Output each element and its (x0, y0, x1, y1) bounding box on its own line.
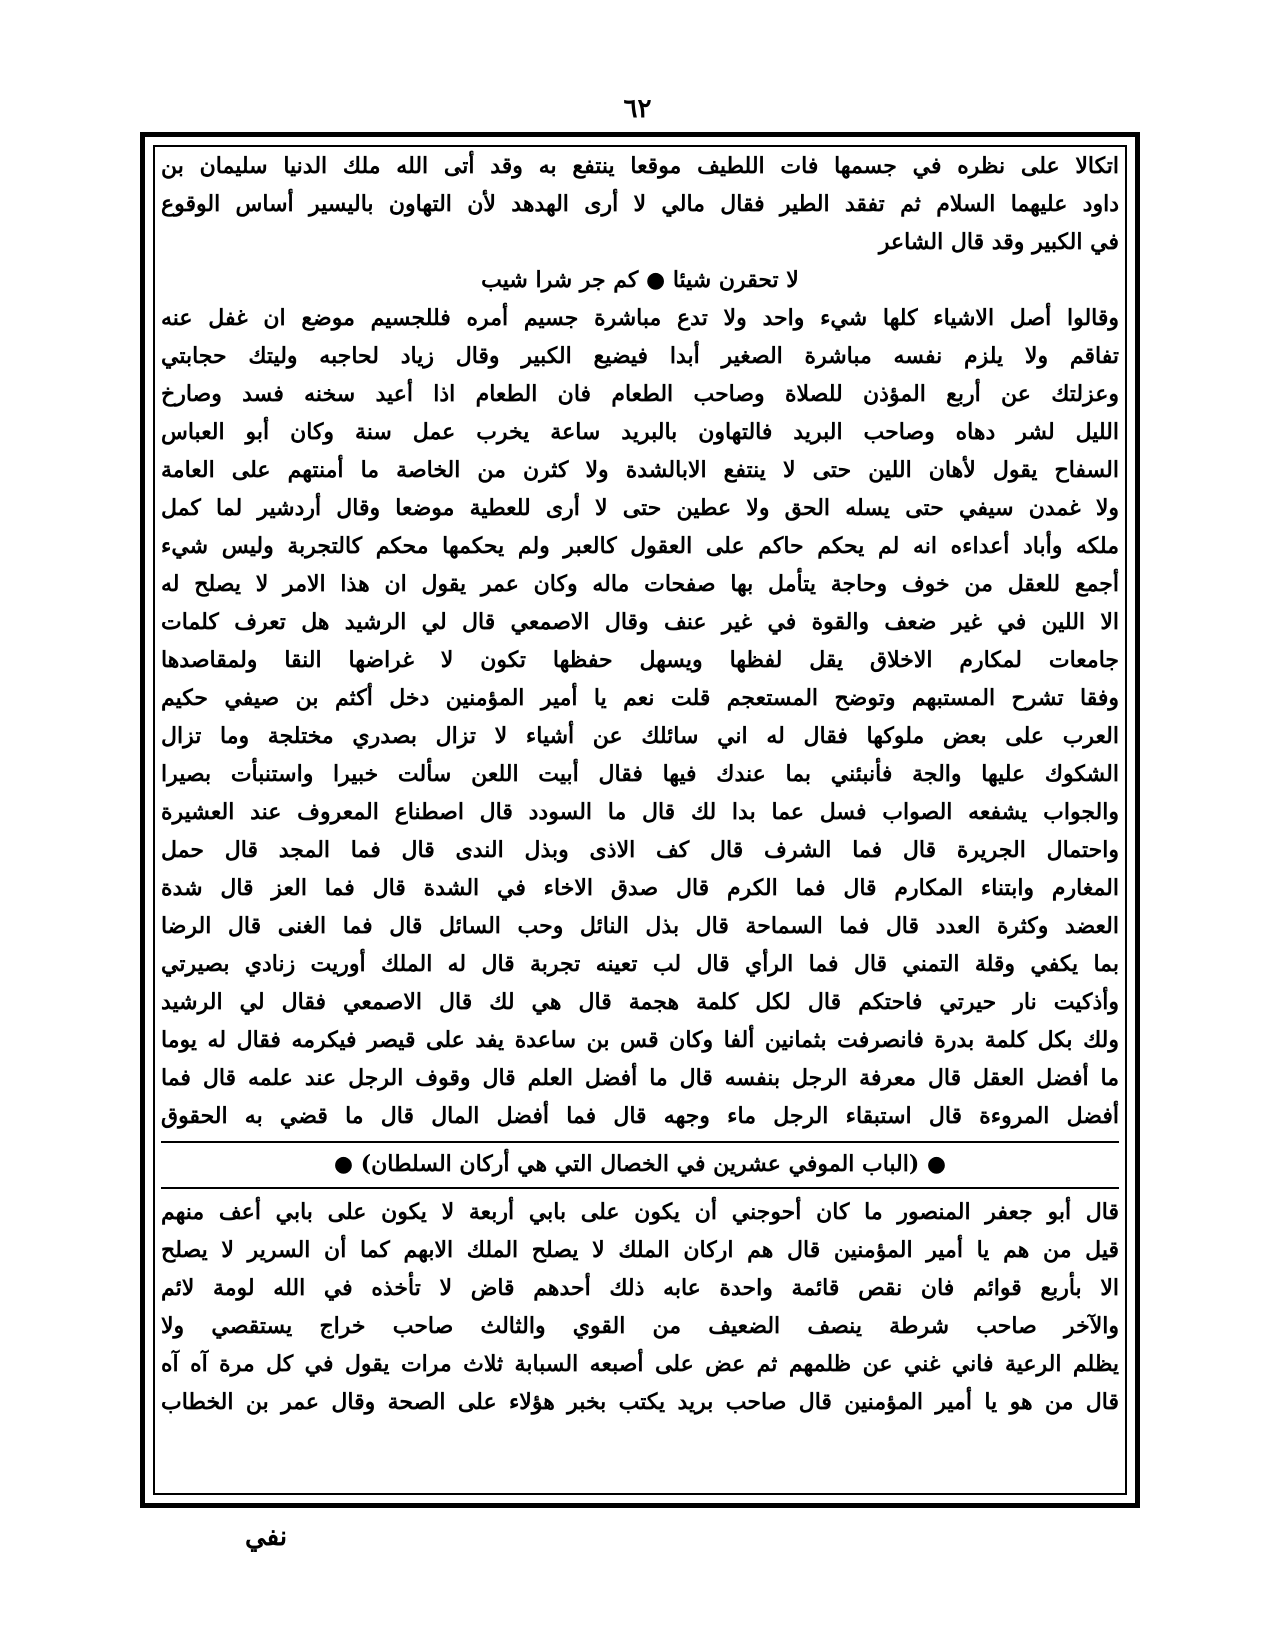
text-line: ولا غمدن سيفي حتى يسله الحق ولا عطين حتى لا أرى للعطية موضعا وقال أردشير لما كمل (161, 495, 1119, 521)
text-line: أفضل المروءة قال استبقاء الرجل ماء وجهه قال فما أفضل المال قال ما قضي به الحقوق (161, 1103, 1119, 1129)
text-line: الشكوك عليها والجة فأنبئني بما عندك فيها فقال أبيت اللعن سألت خبيرا واستنبأت بصيرا (161, 761, 1119, 787)
text-line: اتكالا على نظره في جسمها فات اللطيف موقعا ينتفع به وقد أتى الله ملك الدنيا سليمان بن (161, 153, 1119, 179)
text-line: ملكه وأباد أعداءه انه لم يحكم حاكم على العقول كالعبر ولم يحكمها محكم كالتجربة وليس شيء (161, 533, 1119, 559)
text-line: داود عليهما السلام ثم تفقد الطير فقال مالي لا أرى الهدهد لأن التهاون باليسير أساس الوقوع (161, 191, 1119, 217)
text-line: تفاقم ولا يلزم نفسه مباشرة الصغير أبدا فيضيع الكبير وقال زياد لحاجبه وليتك حجابتي (161, 343, 1119, 369)
text-line: والجواب يشفعه الصواب فسل عما بدا لك قال ما السودد قال اصطناع المعروف عند العشيرة (161, 799, 1119, 825)
text-line: واحتمال الجريرة قال فما الشرف قال كف الاذى وبذل الندى قال فما المجد قال حمل (161, 837, 1119, 863)
text-line: المغارم وابتناء المكارم قال فما الكرم قال صدق الاخاء في الشدة قال فما العز قال شدة (161, 875, 1119, 901)
text-line: في الكبير وقد قال الشاعر (878, 229, 1119, 255)
poem-verse: لا تحقرن شيئا ● كم جر شرا شيب (481, 267, 799, 293)
text-line: جامعات لمكارم الاخلاق يقل لفظها ويسهل حفظها تكون لا غراضها النقا ولمقاصدها (161, 647, 1119, 673)
text-line: وأذكيت نار حيرتي فاحتكم قال لكل كلمة هجمة قال هي لك قال الاصمعي فقال لي الرشيد (161, 989, 1119, 1015)
chapter-title: ● (الباب الموفي عشرين في الخصال التي هي أركان السلطان) ● (333, 1151, 947, 1177)
page-number: ٦٢ (623, 94, 652, 124)
text-line: ما أفضل العقل قال معرفة الرجل بنفسه قال ما أفضل العلم قال وقوف الرجل عند علمه قال فما (161, 1065, 1119, 1091)
catchword: نفي (245, 1522, 288, 1552)
text-line: العضد وكثرة العدد قال فما السماحة قال بذل النائل وحب السائل قال فما الغنى قال الرضا (161, 913, 1119, 939)
text-line: الليل لشر دهاه وصاحب البريد فالتهاون بالبريد ساعة يخرب عمل سنة وكان أبو العباس (161, 419, 1119, 445)
section-divider (161, 1141, 1119, 1143)
text-line: ولك بكل كلمة بدرة فانصرفت بثمانين ألفا وكان قس بن ساعدة يفد على قيصر فيكرمه فقال له يوما (161, 1027, 1119, 1053)
text-line: وفقا تشرح المستبهم وتوضح المستعجم قلت نعم يا أمير المؤمنين دخل أكثم بن صيفي حكيم (161, 685, 1119, 711)
text-line: العرب على بعض ملوكها فقال له اني سائلك عن أشياء لا تزال بصدري مختلجة وما تزال (161, 723, 1119, 749)
text-line: يظلم الرعية فاني غني عن ظلمهم ثم عض على أصبعه السبابة ثلاث مرات يقول في كل مرة آه آه (161, 1351, 1119, 1377)
section-divider (161, 1187, 1119, 1189)
text-line: قال من هو يا أمير المؤمنين قال صاحب بريد يكتب بخبر هؤلاء على الصحة وقال عمر بن الخطاب (161, 1389, 1119, 1415)
text-line: الا بأربع قوائم فان نقص قائمة واحدة عابه ذلك أحدهم قاض لا تأخذه في الله لومة لائم (161, 1275, 1119, 1301)
text-line: والآخر صاحب شرطة ينصف الضعيف من القوي والثالث صاحب خراج يستقصي ولا (161, 1313, 1119, 1339)
text-line: أجمع للعقل من خوف وحاجة يتأمل بها صفحات ماله وكان عمر يقول ان هذا الامر لا يصلح له (161, 571, 1119, 597)
main-text (161, 147, 1119, 1493)
text-line: بما يكفي وقلة التمني قال فما الرأي قال لب تعينه تجربة قال له الملك أوريت زنادي بصيرتي (161, 951, 1119, 977)
page-frame (140, 132, 1140, 1508)
text-line: وقالوا أصل الاشياء كلها شيء واحد ولا تدع مباشرة جسيم أمره فللجسيم موضع ان غفل عنه (161, 305, 1119, 331)
text-line: قيل من هم يا أمير المؤمنين قال هم اركان الملك لا يصلح الملك الابهم كما أن السرير لا يصلح (161, 1237, 1119, 1263)
text-line: وعزلتك عن أربع المؤذن للصلاة وصاحب الطعام فان الطعام اذا أعيد سخنه فسد وصارخ (161, 381, 1119, 407)
text-line: السفاح يقول لأهان اللين حتى لا ينتفع الابالشدة ولا كثرن من الخاصة ما أمنتهم على العامة (161, 457, 1119, 483)
text-line: الا اللين في غير ضعف والقوة في غير عنف وقال الاصمعي قال لي الرشيد هل تعرف كلمات (161, 609, 1119, 635)
text-line: قال أبو جعفر المنصور ما كان أحوجني أن يكون على بابي أربعة لا يكون على بابي أعف منهم (161, 1199, 1119, 1225)
